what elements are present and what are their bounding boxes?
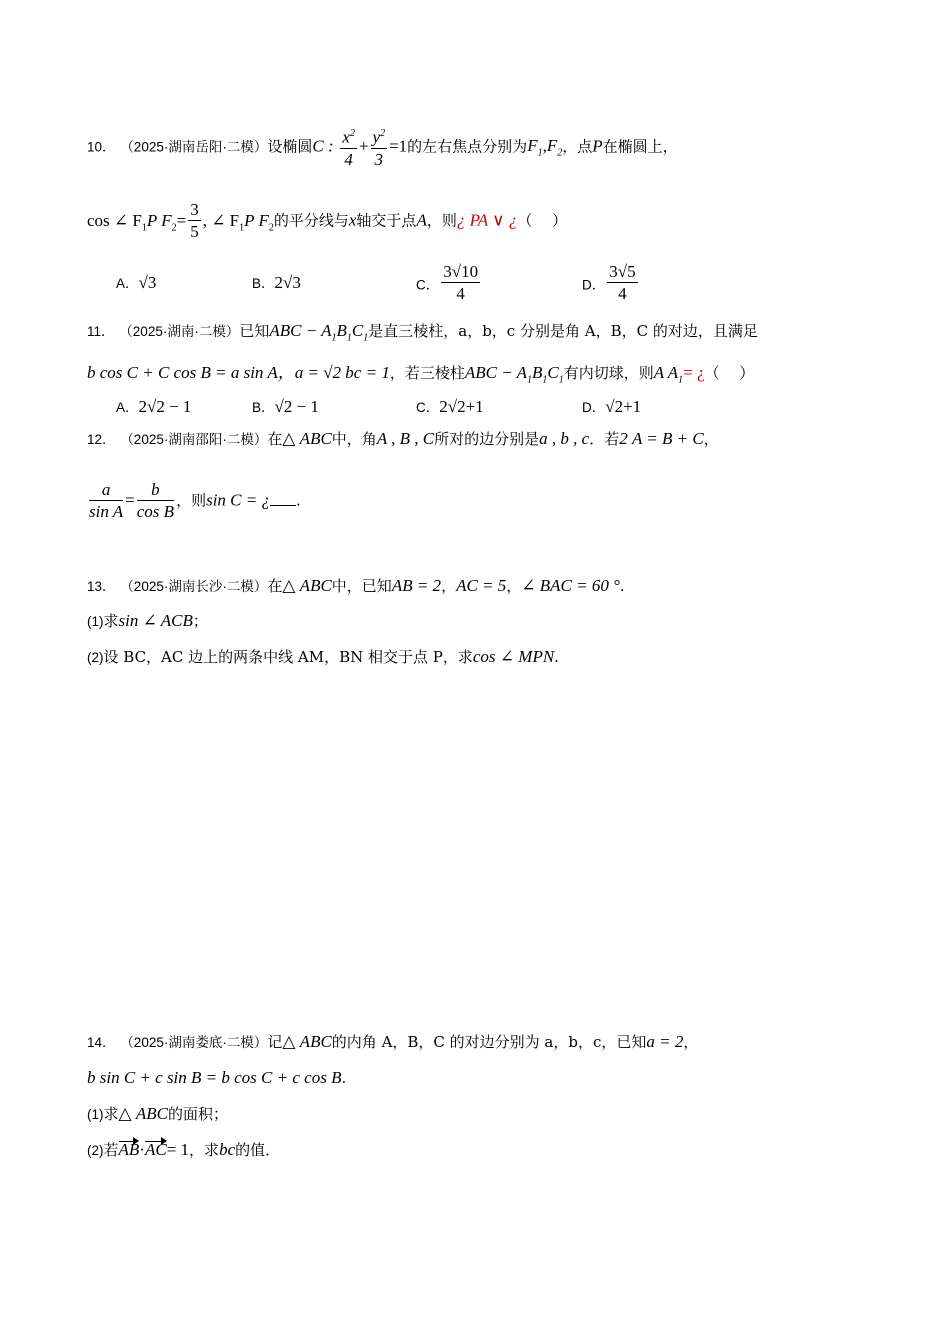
q12-triangle: △ ABC (282, 429, 332, 448)
q10-frac-cos: $\frac{3}{5}$ (190, 200, 199, 241)
q10-option-a[interactable]: A．√3 (116, 273, 157, 292)
q12-text3: 所对的边分别是 (434, 430, 540, 448)
q12-line1 (87, 428, 719, 449)
q13-text2: 中，已知 (331, 577, 392, 595)
q14-vector-ab: AB (118, 1140, 140, 1159)
q13-ab: AB = 2 (391, 576, 442, 595)
q10-option-b[interactable]: B．2√3 (252, 273, 301, 292)
q14-part1-end: 的面积； (167, 1105, 228, 1123)
q12-text1: 在 (267, 430, 283, 448)
q14-eq: b sin C + c sin B = b cos C + c cos B (87, 1068, 342, 1087)
q13-part2-end: . (554, 648, 559, 666)
q10-x: x (348, 210, 357, 230)
q11-line2 (87, 358, 754, 385)
q12-text6: ，则 (176, 491, 207, 510)
q14-eq-one: = 1 (166, 1140, 190, 1159)
q10-option-d[interactable]: D． $\frac{3√5}{4}$ (582, 262, 636, 303)
q10-ellipse-lhs: C : (312, 136, 334, 156)
q12-number: 12． (87, 432, 116, 447)
q14-source: （2025·湖南娄底·二模） (120, 1035, 268, 1050)
q12-text5: ， (703, 430, 719, 448)
q11-text1: 已知 (239, 322, 270, 340)
q10-angle: , ∠ $F_1P$ $F_2$ (202, 210, 274, 233)
q13-part1-end: ； (192, 612, 208, 630)
q13-part1-text: 求 (103, 612, 119, 630)
q11-text4: 有内切球，则 (563, 364, 654, 382)
q10-text3: ，点 (562, 137, 593, 156)
q12-cond: 2 A = B + C (619, 429, 704, 448)
q10-option-c[interactable]: C． $\frac{3√10}{4}$ (416, 262, 479, 303)
q10-text7: ，则 (426, 211, 457, 230)
q11-option-b[interactable]: B．√2 − 1 (252, 397, 319, 416)
q10-a: A (416, 210, 427, 230)
q14-part1-text: 求 (103, 1105, 119, 1123)
q10-paren: （ ） (517, 211, 568, 230)
q14-text1: 记 (267, 1033, 283, 1051)
q10-frac-y: $\frac{y^2}{3}$ (371, 124, 388, 171)
q13-part1 (87, 610, 208, 631)
q10-text6: 轴交于点 (356, 211, 417, 230)
q13-part1-label: (1) (87, 614, 104, 629)
q10-line2 (87, 200, 567, 243)
q14-part2-mid: ，求 (189, 1141, 220, 1159)
q14-a-eq: a = 2 (646, 1032, 684, 1051)
q11-line1 (87, 320, 758, 343)
q11-aa1: A $A_1$ (653, 363, 684, 386)
q11-a-eq: ，a = √2 bc = 1 (277, 363, 390, 382)
q12-angles: A , B , C (376, 429, 435, 448)
q12-frac-a: $\frac{a}{\text{sin A}}$ (89, 480, 124, 521)
q10-eq-one: =1 (389, 136, 408, 156)
q14-number: 14． (87, 1035, 116, 1050)
q14-triangle: △ ABC (282, 1032, 332, 1051)
q10-number: 10． (87, 139, 116, 155)
q14-line1 (87, 1031, 698, 1052)
q10-text4: 在椭圆上， (602, 137, 678, 156)
q13-source: （2025·湖南长沙·二模） (120, 579, 268, 594)
q14-text2: 的内角 A，B，C 的对边分别为 a，b，c，已知 (331, 1033, 647, 1051)
q14-dot: · (139, 1140, 145, 1159)
q11-eq2: = ¿ (683, 363, 705, 382)
q11-prism2: ABC − $A_1B_1C_1$ (464, 363, 564, 386)
q13-ac: AC = 5 (456, 576, 507, 595)
q10-line1: 10． （2025·湖南岳阳·二模）设椭圆C : $\frac{x^2}{4}$ + $\frac{y^2}{3}$ =1的左右焦点分别为$F_1,F_2$，点P在椭圆上， (87, 124, 678, 171)
q10-pa: ¿ PA ∨ ¿ (456, 210, 518, 230)
q13-part2-text: 设 BC，AC 边上的两条中线 AM，BN 相交于点 P，求 (103, 648, 473, 666)
q12-source: （2025·湖南邵阳·二模） (120, 432, 268, 447)
q11-number: 11． (87, 324, 115, 339)
q12-text4: ．若 (589, 430, 620, 448)
q14-part2-text: 若 (103, 1141, 119, 1159)
q13-part2-math: cos ∠ MPN (472, 647, 555, 666)
q10-f1: $F_1$ (527, 136, 543, 159)
q11-prism: ABC − $A_1B_1C_1$ (269, 321, 369, 344)
q10-text2: 的左右焦点分别为 (407, 137, 528, 156)
q13-angle: ∠ BAC = 60 ° (521, 576, 620, 595)
q11-option-d[interactable]: D．√2+1 (582, 397, 642, 416)
q12-line2: $\frac{a}{\text{sin A}}$ = $\frac{b}{\text{cos B}}$ ，则sin C = ¿ . (89, 480, 301, 521)
q11-text3: ，若三棱柱 (389, 364, 465, 382)
q14-part2-label: (2) (87, 1143, 104, 1158)
q13-triangle: △ ABC (282, 576, 332, 595)
q11-option-c[interactable]: C．2√2+1 (416, 397, 484, 416)
q13-part1-math: sin ∠ ACB (118, 611, 193, 630)
q13-part2-label: (2) (87, 650, 104, 665)
q14-part1-triangle: △ ABC (118, 1104, 168, 1123)
q10-frac-x: $\frac{x^2}{4}$ (340, 124, 357, 171)
q10-cos: cos ∠ $F_1P$ $F_2=$ (87, 210, 187, 233)
q10-f2: $F_2$ (546, 136, 563, 159)
q10-text: 设椭圆 (267, 137, 313, 156)
q11-option-a[interactable]: A．2√2 − 1 (116, 397, 192, 416)
q14-vector-ac: AC (144, 1140, 167, 1159)
q13-line1: 13． （2025·湖南长沙·二模）在△ ABC中，已知AB = 2，AC = 5，∠ BAC = 60 °. (87, 576, 625, 595)
q12-answer-blank[interactable] (270, 505, 296, 506)
q12-sinc: sin C = ¿ (206, 490, 270, 510)
q14-part1-label: (1) (87, 1107, 104, 1122)
q11-paren: （ ） (704, 364, 755, 382)
q12-text2: 中，角 (331, 430, 377, 448)
q12-sides: a , b , c (539, 429, 590, 448)
q14-line2 (87, 1068, 346, 1088)
q14-part2-end: 的值． (235, 1141, 281, 1159)
q13-end: . (619, 577, 625, 595)
q13-text1: 在 (267, 577, 283, 595)
q13-part2 (87, 646, 559, 667)
q11-source: （2025·湖南·二模） (119, 324, 240, 339)
q11-text2: 是直三棱柱， (368, 322, 459, 340)
q14-comma: ， (683, 1033, 699, 1051)
q11-eq: b cos C + C cos B = a sin A (87, 363, 278, 382)
q11-abc-text: a，b，c 分别是角 A，B，C 的对边，且满足 (458, 322, 758, 340)
q12-frac-b: $\frac{b}{\text{cos B}}$ (136, 480, 175, 521)
q10-p: P (592, 136, 603, 156)
q13-number: 13． (87, 579, 116, 594)
q14-bc: bc (219, 1140, 236, 1159)
q14-end: . (341, 1069, 347, 1087)
q14-part2 (87, 1139, 280, 1160)
q14-part1 (87, 1103, 228, 1124)
q10-source: （2025·湖南岳阳·二模） (120, 139, 268, 155)
q12-end: . (295, 491, 301, 510)
q10-text5: 的平分线与 (273, 211, 349, 230)
